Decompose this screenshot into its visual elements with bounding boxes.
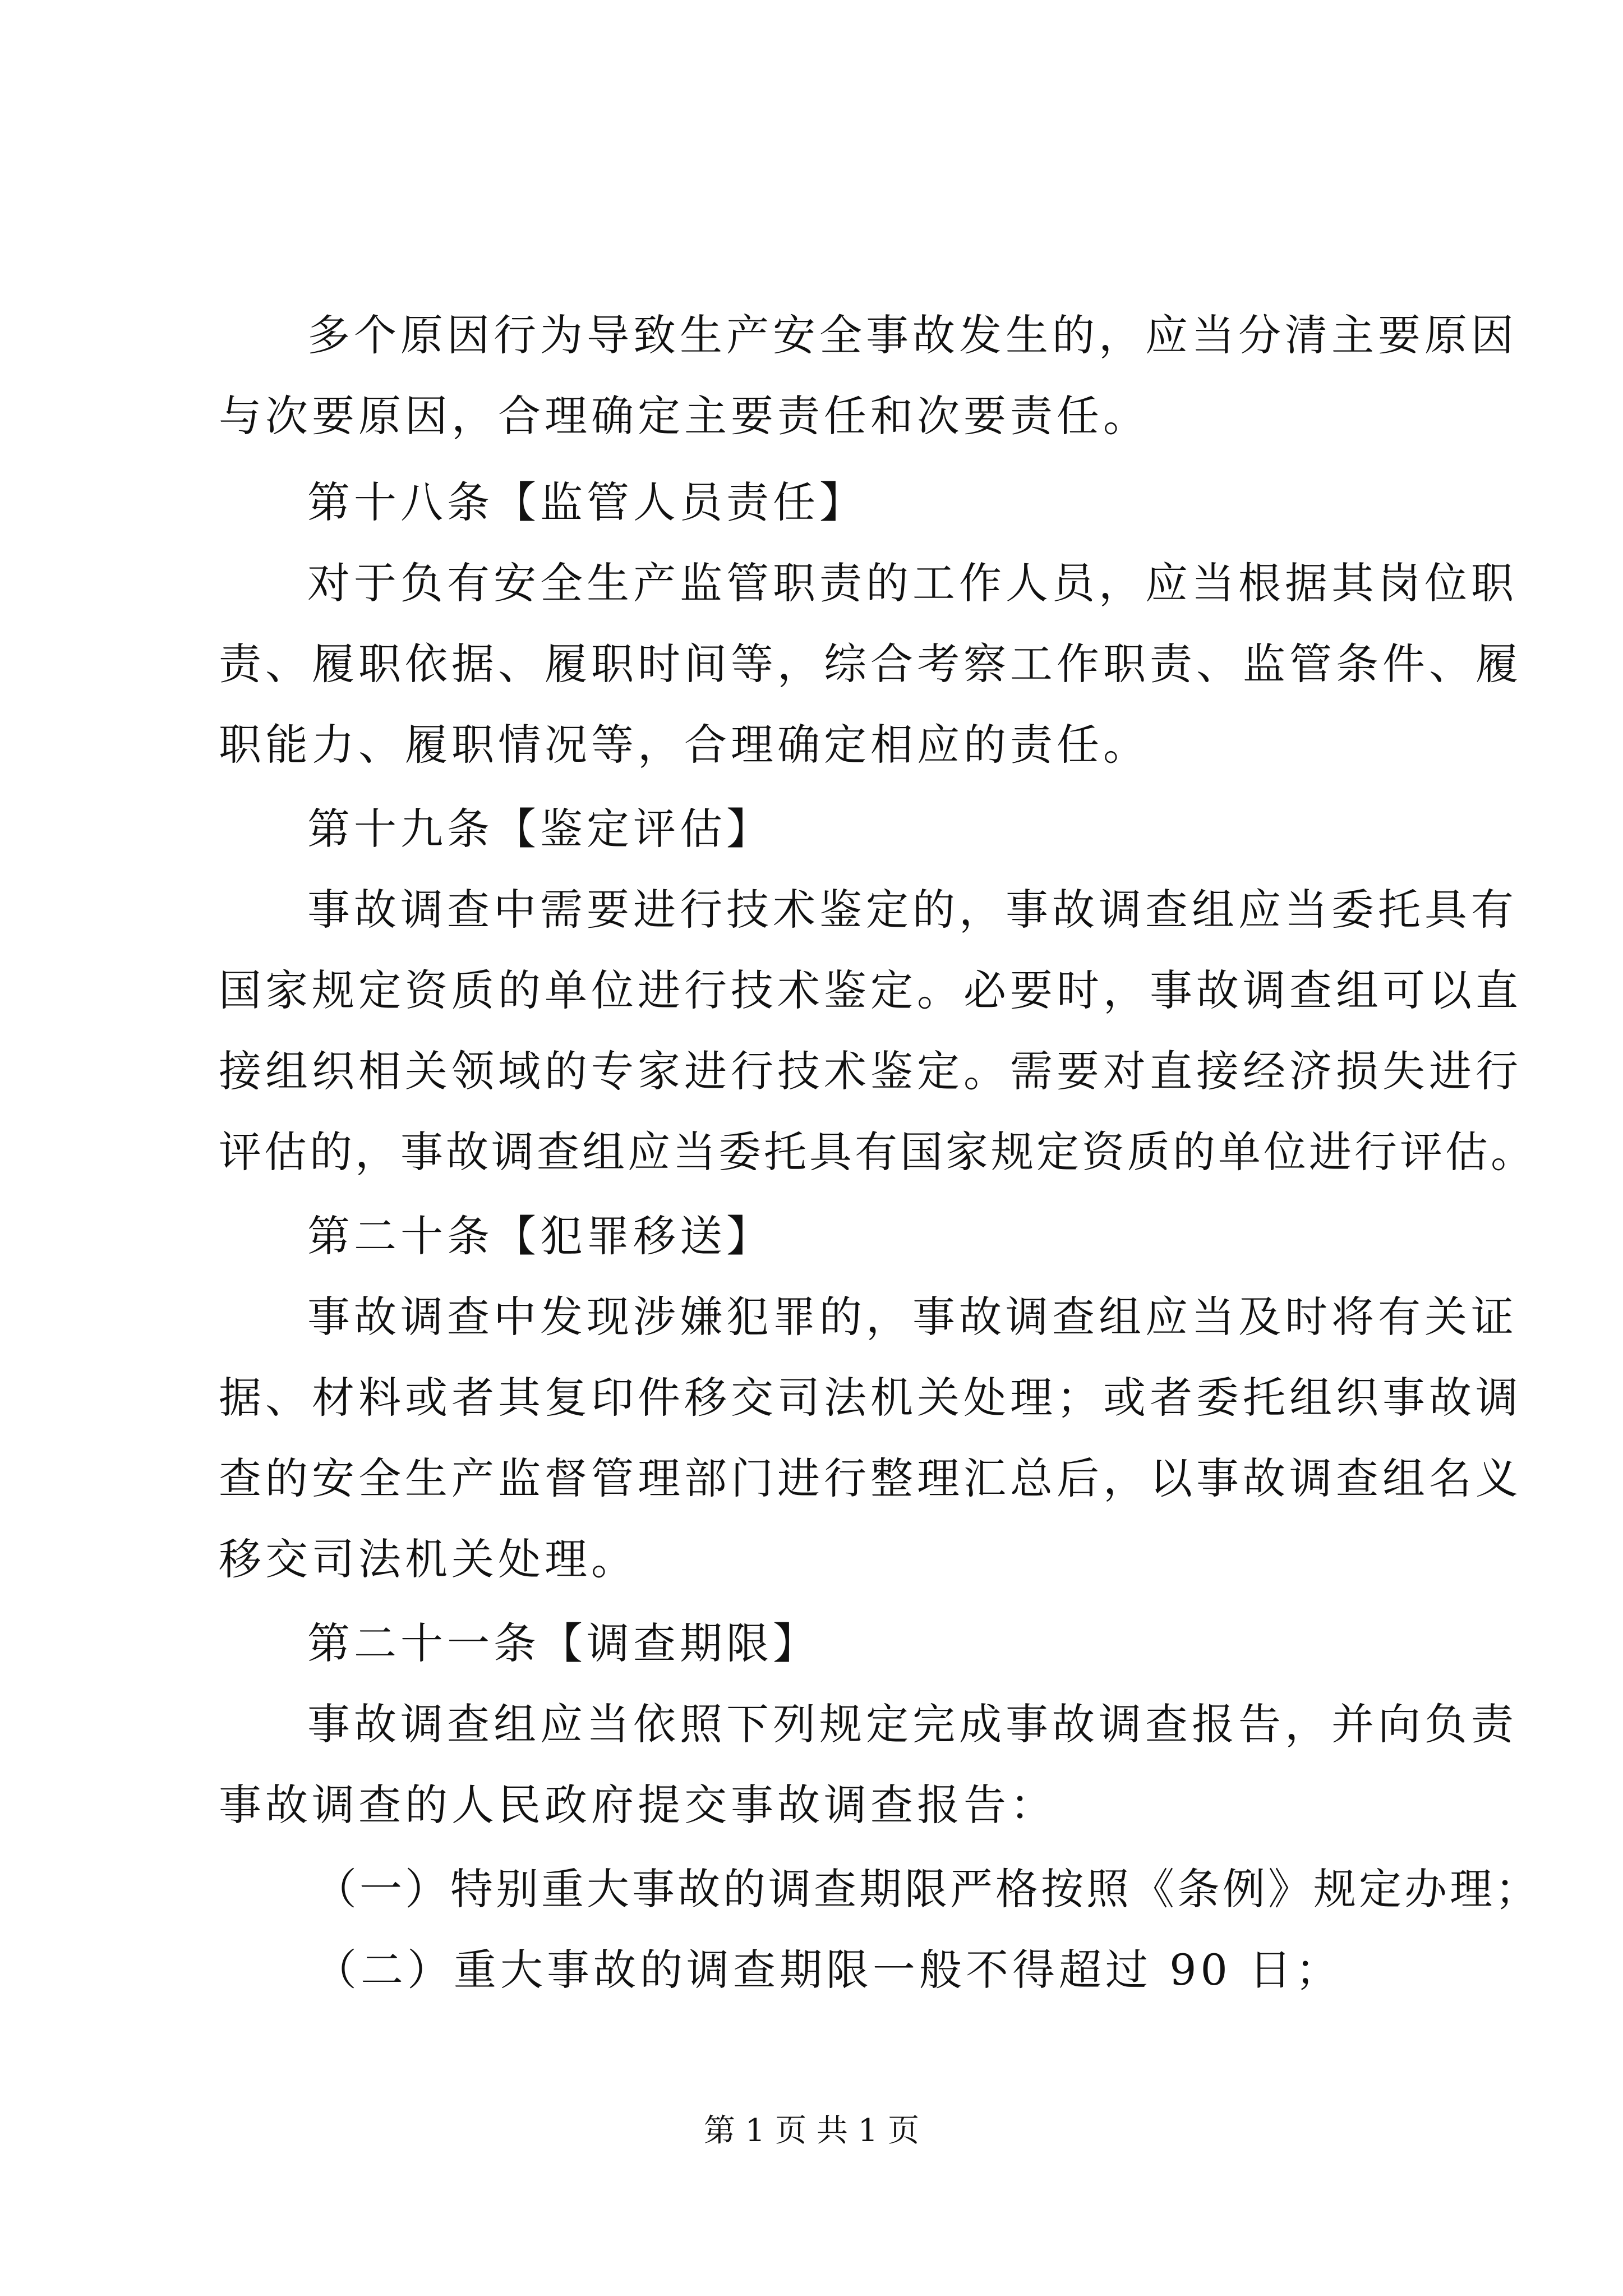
paragraph-line: 对于负有安全生产监管职责的工作人员，应当根据其岗位职 [307,558,1518,608]
article-heading: 第二十一条【调查期限】 [307,1618,819,1668]
article-heading: 第十九条【鉴定评估】 [307,804,773,854]
paragraph-line: 职能力、履职情况等，合理确定相应的责任。 [219,720,1150,770]
paragraph-line: 责、履职依据、履职时间等，综合考察工作职责、监管条件、履 [219,639,1522,689]
paragraph-line: 事故调查组应当依照下列规定完成事故调查报告，并向负责 [307,1699,1518,1749]
list-item: （一）特别重大事故的调查期限严格按照《条例》规定办理； [314,1864,1541,1914]
article-heading: 第十八条【监管人员责任】 [307,477,866,527]
paragraph-line: 据、材料或者其复印件移交司法机关处理；或者委托组织事故调 [219,1373,1522,1423]
paragraph-line: 事故调查中需要进行技术鉴定的，事故调查组应当委托具有 [307,885,1518,935]
paragraph-line: 与次要原因，合理确定主要责任和次要责任。 [219,391,1150,441]
paragraph-line: 移交司法机关处理。 [219,1534,638,1584]
list-item: （二）重大事故的调查期限一般不得超过 90 日； [314,1945,1343,1995]
paragraph-line: 国家规定资质的单位进行技术鉴定。必要时，事故调查组可以直 [219,965,1522,1015]
paragraph-line: 评估的，事故调查组应当委托具有国家规定资质的单位进行评估。 [219,1127,1536,1177]
article-heading: 第二十条【犯罪移送】 [307,1211,773,1261]
paragraph-line: 事故调查的人民政府提交事故调查报告： [219,1780,1057,1830]
page-number-footer: 第 1 页 共 1 页 [703,2113,920,2149]
paragraph-line: 查的安全生产监督管理部门进行整理汇总后，以事故调查组名义 [219,1453,1522,1503]
paragraph-line: 事故调查中发现涉嫌犯罪的，事故调查组应当及时将有关证 [307,1292,1518,1342]
paragraph-line: 接组织相关领域的专家进行技术鉴定。需要对直接经济损失进行 [219,1046,1522,1096]
paragraph-line: 多个原因行为导致生产安全事故发生的，应当分清主要原因 [307,310,1518,360]
